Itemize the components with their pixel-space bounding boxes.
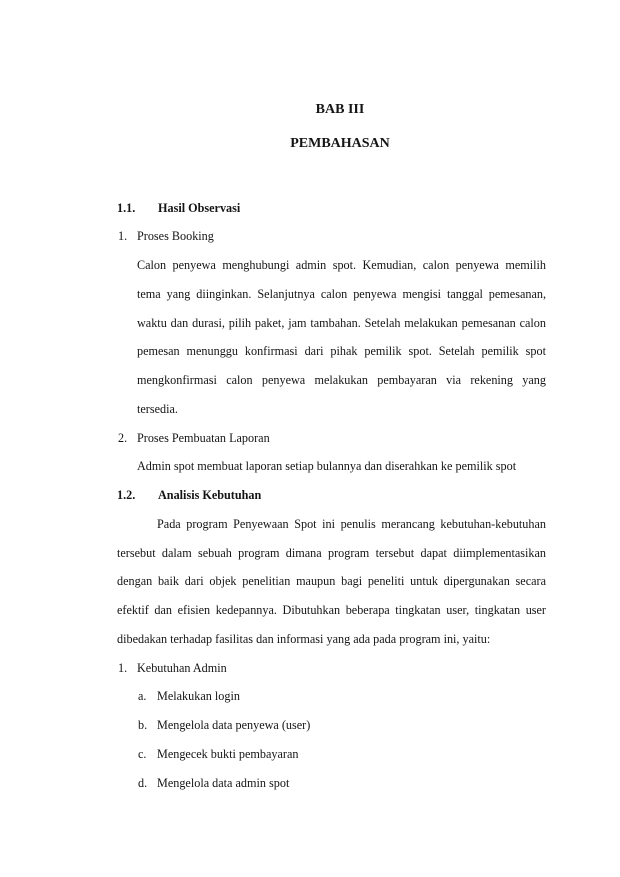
sub-list-text: Mengelola data admin spot: [157, 775, 290, 790]
sub-list-letter: d.: [138, 775, 148, 790]
list-number: 1.: [118, 660, 128, 675]
sub-list-letter: b.: [138, 718, 148, 733]
paragraph-line: dengan baik dari objek penelitian maupun bagi peneliti untuk dipergunakan secara: [117, 574, 546, 589]
sub-list-item: [117, 740, 546, 769]
sub-list-letter: a.: [138, 689, 147, 704]
section-title: Analisis Kebutuhan: [158, 488, 262, 503]
paragraph-line: Admin spot membuat laporan setiap bulannya dan diserahkan ke pemilik spot: [137, 459, 517, 474]
section-heading: [117, 194, 546, 223]
paragraph-line: efektif dan efisien kedepannya. Dibutuhkan beberapa tingkatan user, tingkatan user: [117, 603, 546, 618]
section-heading: [117, 481, 546, 510]
paragraph-line: mengkonfirmasi calon penyewa melakukan pembayaran via rekening yang: [137, 373, 546, 388]
list-item-title: Proses Booking: [137, 229, 214, 244]
sub-list-text: Melakukan login: [157, 689, 240, 704]
list-item: [117, 222, 546, 251]
list-number: 2.: [118, 430, 128, 445]
paragraph-line: dibedakan terhadap fasilitas dan informasi yang ada pada program ini, yaitu:: [117, 631, 491, 646]
sub-list-item: [117, 711, 546, 740]
sub-list-letter: c.: [138, 746, 147, 761]
sub-list-item: [117, 682, 546, 711]
list-item: [117, 424, 546, 453]
sub-list-item: [117, 769, 546, 798]
section-title: Hasil Observasi: [158, 200, 241, 215]
paragraph-line: tersedia.: [137, 401, 178, 416]
paragraph-line: tersebut dalam sebuah program dimana program tersebut dapat diimplementasikan: [117, 545, 546, 560]
chapter-body: [117, 194, 546, 798]
sub-list-text: Mengecek bukti pembayaran: [157, 746, 299, 761]
sub-list-text: Mengelola data penyewa (user): [157, 718, 311, 733]
list-item-title: Proses Pembuatan Laporan: [137, 430, 270, 445]
paragraph-line: pemesan menunggu konfirmasi dari pihak pemilik spot. Setelah pemilik spot: [137, 344, 546, 359]
section-number: 1.2.: [117, 488, 136, 503]
paragraph-line: Calon penyewa menghubungi admin spot. Kemudian, calon penyewa memilih: [137, 258, 546, 273]
paragraph-line: tema yang diinginkan. Selanjutnya calon penyewa mengisi tanggal pemesanan,: [137, 286, 546, 301]
chapter-label: BAB III: [315, 102, 365, 117]
list-item-title: Kebutuhan Admin: [137, 660, 227, 675]
paragraph-line: waktu dan durasi, pilih paket, jam tambahan. Setelah melakukan pemesanan calon: [137, 315, 546, 330]
list-item: [117, 654, 546, 683]
paragraph-line: Pada program Penyewaan Spot ini penulis merancang kebutuhan-kebutuhan: [157, 516, 546, 531]
section-number: 1.1.: [117, 200, 136, 215]
list-number: 1.: [118, 229, 128, 244]
chapter-title: PEMBAHASAN: [290, 136, 390, 151]
